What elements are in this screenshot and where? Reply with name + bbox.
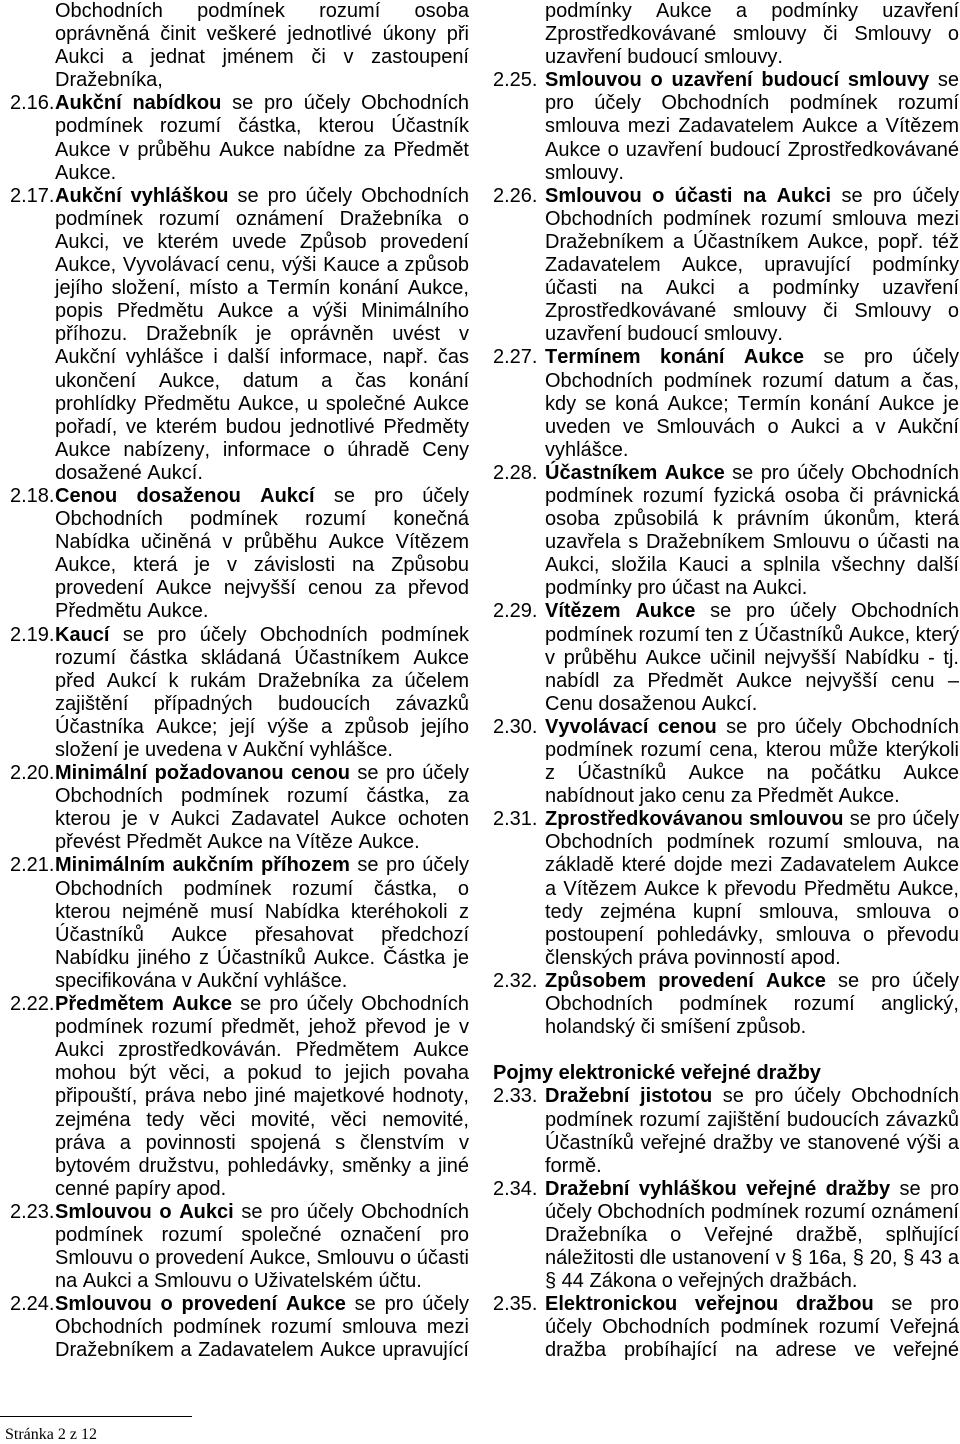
definition-body: [545, 0, 959, 69]
item-number: 2.32.: [493, 969, 538, 992]
definition-item: [493, 1293, 959, 1362]
definition-item: [493, 808, 959, 970]
item-number: 2.28.: [493, 461, 538, 484]
item-number: 2.19.: [10, 623, 55, 646]
defined-term: Minimálním aukčním příhozem: [55, 854, 350, 877]
definition-body: [545, 1293, 959, 1362]
item-number: 2.29.: [493, 600, 538, 623]
definition-text: se pro účely Obchodních podmínek rozumí částka, za kterou je v Aukci Zadavatel Aukce ochoten převést Předmět Aukce na Vítěze Aukce.: [55, 762, 469, 854]
item-number: 2.21.: [10, 854, 55, 877]
item-number: 2.20.: [10, 762, 55, 785]
item-number: 2.34.: [493, 1177, 538, 1200]
definition-body: [545, 185, 959, 347]
definition-text: Obchodních podmínek rozumí osoba oprávněná činit veškeré jednotlivé úkony při Aukci a jednat jménem či v zastoupení Dražebníka,: [55, 0, 469, 92]
definition-body: [55, 624, 469, 763]
definition-body: [545, 462, 959, 601]
definition-body: [545, 1178, 959, 1293]
item-number: 2.30.: [493, 715, 538, 738]
item-number: 2.25.: [493, 69, 538, 92]
continued-paragraph: [493, 0, 959, 69]
item-number: 2.17.: [10, 184, 55, 207]
definition-text: se pro účely Obchodních podmínek rozumí oznámení Dražebníka o Aukci, ve kterém uvede Způsob provedení Aukce, Vyvolávací cenu, výši Kauce a způsob jejího složení, místo a Termín konání Aukce, popis Předmětu Aukce a výši Minimálního příhozu. Dražebník je oprávněn uvést v Aukční vyhlášce i další informace, např. čas ukončení Aukce, datum a čas konání prohlídky Předmětu Aukce, u společné Aukce pořadí, ve kterém budou jednotlivé Předměty Aukce nabízeny, informace o úhradě Ceny dosažené Aukcí.: [55, 184, 469, 484]
definition-body: [55, 854, 469, 993]
definition-text: se pro účely Obchodních podmínek rozumí cena, kterou může kterýkoli z Účastníků Aukce na počátku Aukce nabídnout jako cenu za Předmět Aukce.: [545, 715, 959, 808]
definition-text: se pro účely Obchodních podmínek rozumí částka, o kterou nejméně musí Nabídka kteréhokoli z Účastníků Aukce přesahovat předchozí Nabídku jiného z Účastníků Aukce. Částka je specifikována v Aukční vyhlášce.: [55, 854, 469, 992]
defined-term: Předmětem Aukce: [55, 993, 233, 1016]
page-footer: Stránka 2 z 12: [5, 1426, 97, 1443]
defined-term: Zprostředkovávanou smlouvou: [545, 808, 844, 831]
definition-item: [10, 1201, 469, 1293]
defined-term: Aukční vyhláškou: [55, 184, 229, 207]
definition-text: se pro účely Obchodních podmínek rozumí předmět, jehož převod je v Aukci zprostředkováván. Předmětem Aukce mohou být věci, a pokud to jejich povaha připouští, práva nebo jiné majetkové hodnoty, zejména tedy věci movité, věci nemovité, práva a povinnosti spojená s členstvím v bytovém družstvu, pohledávky, směnky a jiné cenné papíry apod.: [55, 993, 469, 1200]
defined-term: Elektronickou veřejnou dražbou: [545, 1293, 874, 1316]
definition-body: [545, 69, 959, 184]
definition-item: [10, 762, 469, 854]
defined-term: Minimální požadovanou cenou: [55, 762, 350, 785]
definition-item: [10, 624, 469, 763]
definition-item: [493, 1085, 959, 1177]
item-number: 2.23.: [10, 1200, 55, 1223]
definition-body: [545, 600, 959, 715]
definition-item: [493, 970, 959, 1039]
definition-body: [55, 485, 469, 624]
definition-text: se pro účely Obchodních podmínek rozumí smlouva mezi Dražebníkem a Zadavatelem Aukce upravující: [55, 1293, 469, 1362]
defined-term: Dražební jistotou: [545, 1085, 713, 1108]
definition-text: se pro účely Obchodních podmínek rozumí ten z Účastníků Aukce, který v průběhu Aukce učinil nejvyšší Nabídku - tj. nabídl za Předmět Aukce nejvyšší cenu – Cenu dosaženou Aukcí.: [545, 600, 959, 715]
defined-term: Vítězem Aukce: [545, 600, 696, 623]
defined-term: Způsobem provedení Aukce: [545, 969, 826, 992]
definition-item: [493, 600, 959, 715]
definition-body: [545, 346, 959, 461]
item-number: 2.26.: [493, 184, 538, 207]
definition-text: se pro účely Obchodních podmínek rozumí konečná Nabídka učiněná v průběhu Aukce Vítězem Aukce, která je v závislosti na Způsobu provedení Aukce nejvyšší cenou za převod Předmětu Aukce.: [55, 484, 469, 623]
defined-term: Cenou dosaženou Aukcí: [55, 484, 315, 507]
definition-body: [545, 808, 959, 970]
definition-item: [10, 92, 469, 184]
definition-body: [545, 716, 959, 808]
right-column: [493, 0, 959, 1363]
item-number: 2.27.: [493, 346, 538, 369]
item-number: 2.22.: [10, 993, 55, 1016]
definition-body: [55, 993, 469, 1201]
definition-text: se pro účely Obchodních podmínek rozumí oznámení Dražebníka o Veřejné dražbě, splňující náležitosti dle ustanovení v § 16a, § 20, § 43 a § 44 Zákona o veřejných dražbách.: [545, 1177, 959, 1293]
definition-item: [10, 1293, 469, 1362]
definition-item: [493, 1178, 959, 1293]
definition-text: podmínky Aukce a podmínky uzavření Zprostředkovávané smlouvy či Smlouvy o uzavření budoucí smlouvy.: [545, 0, 959, 69]
defined-term: Vyvolávací cenou: [545, 715, 717, 738]
definition-body: [55, 762, 469, 854]
item-number: 2.16.: [10, 92, 55, 115]
definition-text: se pro účely Obchodních podmínek rozumí částka skládaná Účastníkem Aukce před Aukcí k rukám Dražebníka za účelem zajištění případných budoucích závazků Účastníka Aukce; její výše a způsob jejího složení je uvedena v Aukční vyhlášce.: [55, 623, 469, 761]
item-number: 2.18.: [10, 484, 55, 507]
definition-item: [10, 485, 469, 624]
defined-term: Kaucí: [55, 623, 110, 646]
definition-body: [55, 92, 469, 184]
definition-body: [55, 1201, 469, 1293]
definition-body: [545, 1085, 959, 1177]
definition-body: [55, 0, 469, 92]
definition-text: se pro účely Obchodních podmínek rozumí Veřejná dražba probíhající na adrese ve veřejné: [545, 1293, 959, 1362]
definition-body: [55, 185, 469, 485]
defined-term: Termínem konání Aukce: [545, 346, 804, 369]
definition-text: se pro účely Obchodních podmínek rozumí anglický, holandský či smíšení způsob.: [545, 969, 959, 1039]
definition-item: [10, 185, 469, 485]
definition-item: [493, 346, 959, 461]
item-number: 2.31.: [493, 808, 538, 831]
continued-paragraph: [10, 0, 469, 92]
defined-term: Smlouvou o provedení Aukce: [55, 1293, 346, 1316]
definition-text: se pro účely Obchodních podmínek rozumí smlouva, na základě které dojde mezi Zadavatelem Aukce a Vítězem Aukce k převodu Předmětu Aukce, tedy zejména kupní smlouva, smlouva o postoupení pohledávky, smlouva o převodu členských práva povinností apod.: [545, 808, 959, 969]
defined-term: Dražební vyhláškou veřejné dražby: [545, 1177, 891, 1200]
definition-text: se pro účely Obchodních podmínek rozumí částka, kterou Účastník Aukce v průběhu Aukce nabídne za Předmět Aukce.: [55, 92, 470, 184]
definition-item: [10, 854, 469, 993]
defined-term: Aukční nabídkou: [55, 92, 222, 115]
defined-term: Smlouvou o Aukci: [55, 1200, 234, 1223]
definition-body: [545, 970, 959, 1039]
definition-text: se pro účely Obchodních podmínek rozumí zajištění budoucích závazků Účastníků veřejné dražby ve stanovené výši a formě.: [545, 1085, 959, 1177]
left-column: [10, 0, 469, 1363]
definition-item: [493, 69, 959, 184]
defined-term: Účastníkem Aukce: [545, 461, 725, 484]
definition-item: [493, 185, 959, 347]
definition-item: [10, 993, 469, 1201]
definition-text: se pro účely Obchodních podmínek rozumí smlouva mezi Dražebníkem a Účastníkem Aukce, popř. též Zadavatelem Aukce, upravující podmínky účasti na Aukci a podmínky uzavření Zprostředkovávané smlouvy či Smlouvy o uzavření budoucí smlouvy.: [545, 184, 959, 346]
section-heading: Pojmy elektronické veřejné dražby: [493, 1062, 821, 1085]
definition-text: se pro účely Obchodních podmínek rozumí smlouva mezi Zadavatelem Aukce a Vítězem Aukce o uzavření budoucí Zprostředkovávané smlouvy.: [545, 69, 959, 184]
definition-item: [493, 462, 959, 601]
definition-text: se pro účely Obchodních podmínek rozumí společné označení pro Smlouvu o provedení Aukce, Smlouvu o účasti na Aukci a Smlouvu o Uživatelském účtu.: [55, 1200, 469, 1293]
definition-text: se pro účely Obchodních podmínek rozumí fyzická osoba či právnická osoba způsobilá k právním úkonům, která uzavřela s Dražebníkem Smlouvu o účasti na Aukci, složila Kauci a splnila všechny další podmínky pro účast na Aukci.: [545, 461, 959, 600]
definition-body: [55, 1293, 469, 1362]
defined-term: Smlouvou o uzavření budoucí smlouvy: [545, 69, 930, 92]
item-number: 2.35.: [493, 1293, 538, 1316]
item-number: 2.24.: [10, 1293, 55, 1316]
footer-rule: [0, 1416, 192, 1417]
definition-item: [493, 716, 959, 808]
defined-term: Smlouvou o účasti na Aukci: [545, 184, 832, 207]
item-number: 2.33.: [493, 1085, 538, 1108]
definition-text: se pro účely Obchodních podmínek rozumí datum a čas, kdy se koná Aukce; Termín konání Aukce je uveden ve Smlouvách o Aukci a v Aukční vyhlášce.: [545, 346, 960, 461]
